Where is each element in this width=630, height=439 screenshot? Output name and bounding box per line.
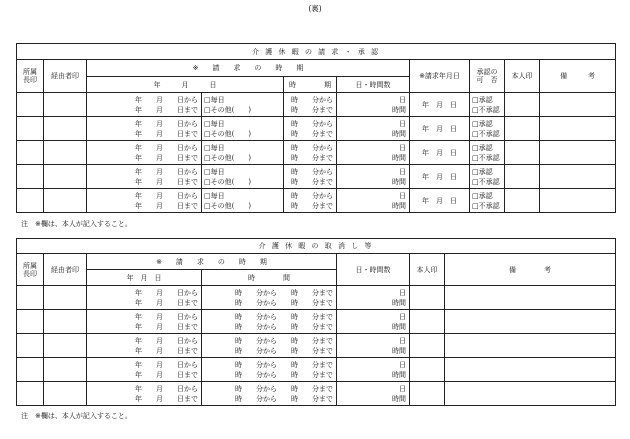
date-to: 年 月 日まで xyxy=(135,153,198,162)
time-range-cell[interactable] xyxy=(284,141,337,165)
approval-cell[interactable] xyxy=(470,141,505,165)
cancel-time-column-header: 時 間 xyxy=(202,270,337,286)
other-checkbox[interactable]: □その他( ) xyxy=(204,105,252,114)
remarks-cell[interactable] xyxy=(540,93,616,117)
hours-value: 時間 xyxy=(392,105,406,114)
cancel-time-second: 時 分から 時 分まで xyxy=(235,370,333,379)
days-value: 日 xyxy=(399,167,406,176)
time-to: 時 分まで xyxy=(291,129,333,138)
cancel-via-seal-cell[interactable] xyxy=(44,382,87,406)
time-range-cell[interactable] xyxy=(284,165,337,189)
cancel-date-range-cell[interactable] xyxy=(87,310,202,334)
date-range-cell[interactable] xyxy=(87,141,202,165)
approval-header: 承認の 可 否 xyxy=(470,60,505,93)
cancel-time-range-cell[interactable] xyxy=(202,382,337,406)
other-checkbox[interactable]: □その他( ) xyxy=(204,177,252,186)
frequency-cell[interactable] xyxy=(202,117,284,141)
other-checkbox[interactable]: □その他( ) xyxy=(204,201,252,210)
hours-value: 時間 xyxy=(392,129,406,138)
request-date-cell[interactable]: 年 月 日 xyxy=(410,117,470,141)
request-note: 注 ※欄は、本人が記入すること。 xyxy=(21,220,132,228)
request-row xyxy=(17,189,616,213)
via-seal-cell[interactable] xyxy=(44,141,87,165)
date-from: 年 月 日から xyxy=(135,191,198,200)
page-label: (裏) xyxy=(308,4,322,13)
cancel-via-seal-cell[interactable] xyxy=(44,334,87,358)
cancel-days-value: 日 xyxy=(399,336,406,345)
frequency-cell[interactable] xyxy=(202,141,284,165)
dept-head-seal-cell[interactable] xyxy=(17,189,44,213)
date-from: 年 月 日から xyxy=(135,119,198,128)
time-from: 時 分から xyxy=(291,95,333,104)
cancel-days-hours-header: 日・時間数 xyxy=(337,254,410,286)
date-to: 年 月 日まで xyxy=(135,129,198,138)
via-seal-header: 経由者印 xyxy=(44,60,87,93)
cancel-date-from: 年 月 日から xyxy=(135,288,198,297)
cancel-remarks-cell[interactable] xyxy=(445,286,616,310)
cancel-time-range-cell[interactable] xyxy=(202,286,337,310)
remarks-cell[interactable] xyxy=(540,189,616,213)
time-range-cell[interactable] xyxy=(284,93,337,117)
days-hours-cell[interactable] xyxy=(337,141,410,165)
cancel-dept-head-seal-cell[interactable] xyxy=(17,358,44,382)
days-hours-cell[interactable] xyxy=(337,165,410,189)
date-range-cell[interactable] xyxy=(87,165,202,189)
cancel-date-range-cell[interactable] xyxy=(87,358,202,382)
days-value: 日 xyxy=(399,191,406,200)
cancel-days-hours-cell[interactable] xyxy=(337,358,410,382)
cancel-self-seal-cell[interactable] xyxy=(410,358,445,382)
cancel-table-title: 介 護 休 暇 の 取 消 し 等 xyxy=(17,239,616,254)
cancel-time-range-cell[interactable] xyxy=(202,310,337,334)
date-to: 年 月 日まで xyxy=(135,105,198,114)
cancel-time-range-cell[interactable] xyxy=(202,334,337,358)
time-to: 時 分まで xyxy=(291,177,333,186)
cancel-hours-value: 時間 xyxy=(392,298,406,307)
cancel-days-hours-cell[interactable] xyxy=(337,310,410,334)
frequency-cell[interactable] xyxy=(202,189,284,213)
cancel-period-header: ※ 請 求 の 時 期 xyxy=(87,254,337,270)
days-hours-cell[interactable] xyxy=(337,93,410,117)
hours-value: 時間 xyxy=(392,153,406,162)
cancel-time-first: 時 分から 時 分まで xyxy=(235,384,333,393)
cancel-date-from: 年 月 日から xyxy=(135,384,198,393)
request-row xyxy=(17,93,616,117)
days-value: 日 xyxy=(399,95,406,104)
cancel-remarks-cell[interactable] xyxy=(445,382,616,406)
cancel-date-from: 年 月 日から xyxy=(135,360,198,369)
cancel-remarks-cell[interactable] xyxy=(445,334,616,358)
daily-checkbox[interactable]: □毎日 xyxy=(204,95,225,104)
cancel-remarks-header: 備 考 xyxy=(445,254,616,286)
cancel-date-to: 年 月 日まで xyxy=(135,346,198,355)
cancel-date-range-cell[interactable] xyxy=(87,286,202,310)
date-range-cell[interactable] xyxy=(87,93,202,117)
time-from: 時 分から xyxy=(291,191,333,200)
leave-cancel-table xyxy=(16,238,616,406)
date-to: 年 月 日まで xyxy=(135,201,198,210)
cancel-via-seal-cell[interactable] xyxy=(44,358,87,382)
cancel-via-seal-cell[interactable] xyxy=(44,310,87,334)
request-period-header: ※ 請 求 の 時 期 xyxy=(87,60,410,77)
cancel-time-range-cell[interactable] xyxy=(202,358,337,382)
cancel-time-second: 時 分から 時 分まで xyxy=(235,298,333,307)
request-date-cell[interactable]: 年 月 日 xyxy=(410,93,470,117)
self-seal-cell[interactable] xyxy=(505,117,540,141)
approve-checkbox[interactable]: □承認 xyxy=(472,191,493,200)
cancel-self-seal-cell[interactable] xyxy=(410,382,445,406)
cancel-date-to: 年 月 日まで xyxy=(135,298,198,307)
approval-cell[interactable] xyxy=(470,189,505,213)
cancel-days-hours-cell[interactable] xyxy=(337,334,410,358)
approve-checkbox[interactable]: □承認 xyxy=(472,119,493,128)
cancel-days-value: 日 xyxy=(399,384,406,393)
cancel-row xyxy=(17,358,616,382)
dept-head-seal-cell[interactable] xyxy=(17,165,44,189)
cancel-days-value: 日 xyxy=(399,312,406,321)
via-seal-cell[interactable] xyxy=(44,93,87,117)
daily-checkbox[interactable]: □毎日 xyxy=(204,167,225,176)
cancel-date-range-cell[interactable] xyxy=(87,382,202,406)
date-range-cell[interactable] xyxy=(87,189,202,213)
time-range-cell[interactable] xyxy=(284,189,337,213)
cancel-self-seal-cell[interactable] xyxy=(410,310,445,334)
cancel-row xyxy=(17,382,616,406)
days-value: 日 xyxy=(399,143,406,152)
dept-head-seal-cell[interactable] xyxy=(17,117,44,141)
request-row xyxy=(17,165,616,189)
time-to: 時 分まで xyxy=(291,201,333,210)
dept-head-seal-cell[interactable] xyxy=(17,141,44,165)
cancel-dept-head-seal-cell[interactable] xyxy=(17,334,44,358)
cancel-date-column-header: 年 月 日 xyxy=(87,270,202,286)
cancel-date-from: 年 月 日から xyxy=(135,336,198,345)
request-table-title: 介 護 休 暇 の 請 求 ・ 承 認 xyxy=(17,44,616,60)
approve-checkbox[interactable]: □承認 xyxy=(472,95,493,104)
days-hours-cell[interactable] xyxy=(337,189,410,213)
dept-head-seal-cell[interactable] xyxy=(17,93,44,117)
cancel-row xyxy=(17,286,616,310)
cancel-dept-head-seal-header: 所属 長印 xyxy=(17,254,44,286)
days-hours-column-header: 日・時間数 xyxy=(337,77,410,93)
cancel-dept-head-seal-cell[interactable] xyxy=(17,310,44,334)
date-from: 年 月 日から xyxy=(135,95,198,104)
cancel-date-to: 年 月 日まで xyxy=(135,394,198,403)
daily-checkbox[interactable]: □毎日 xyxy=(204,191,225,200)
cancel-row xyxy=(17,334,616,358)
date-range-cell[interactable] xyxy=(87,117,202,141)
request-date-cell[interactable]: 年 月 日 xyxy=(410,141,470,165)
other-checkbox[interactable]: □その他( ) xyxy=(204,129,252,138)
via-seal-cell[interactable] xyxy=(44,117,87,141)
via-seal-cell[interactable] xyxy=(44,189,87,213)
reject-checkbox[interactable]: □不承認 xyxy=(472,153,500,162)
self-seal-cell[interactable] xyxy=(505,93,540,117)
cancel-row xyxy=(17,310,616,334)
cancel-via-seal-header: 経由者印 xyxy=(44,254,87,286)
reject-checkbox[interactable]: □不承認 xyxy=(472,201,500,210)
date-column-header: 年 月 日 xyxy=(87,77,284,93)
approve-checkbox[interactable]: □承認 xyxy=(472,167,493,176)
cancel-hours-value: 時間 xyxy=(392,394,406,403)
other-checkbox[interactable]: □その他( ) xyxy=(204,153,252,162)
time-from: 時 分から xyxy=(291,143,333,152)
cancel-self-seal-cell[interactable] xyxy=(410,334,445,358)
cancel-via-seal-cell[interactable] xyxy=(44,286,87,310)
hours-value: 時間 xyxy=(392,201,406,210)
cancel-time-first: 時 分から 時 分まで xyxy=(235,312,333,321)
self-seal-cell[interactable] xyxy=(505,189,540,213)
reject-checkbox[interactable]: □不承認 xyxy=(472,129,500,138)
cancel-remarks-cell[interactable] xyxy=(445,358,616,382)
days-hours-cell[interactable] xyxy=(337,117,410,141)
cancel-time-second: 時 分から 時 分まで xyxy=(235,346,333,355)
request-row xyxy=(17,117,616,141)
remarks-header: 備 考 xyxy=(540,60,616,93)
cancel-date-from: 年 月 日から xyxy=(135,312,198,321)
approve-checkbox[interactable]: □承認 xyxy=(472,143,493,152)
request-date-header: ※請求年月日 xyxy=(410,60,470,93)
time-to: 時 分まで xyxy=(291,105,333,114)
frequency-cell[interactable] xyxy=(202,93,284,117)
remarks-cell[interactable] xyxy=(540,165,616,189)
cancel-hours-value: 時間 xyxy=(392,370,406,379)
request-date-cell[interactable]: 年 月 日 xyxy=(410,189,470,213)
cancel-time-first: 時 分から 時 分まで xyxy=(235,360,333,369)
dept-head-seal-header: 所属 長印 xyxy=(17,60,44,93)
time-from: 時 分から xyxy=(291,167,333,176)
cancel-days-value: 日 xyxy=(399,360,406,369)
time-column-header: 時 期 xyxy=(284,77,337,93)
cancel-days-hours-cell[interactable] xyxy=(337,382,410,406)
cancel-time-first: 時 分から 時 分まで xyxy=(235,288,333,297)
cancel-time-second: 時 分から 時 分まで xyxy=(235,322,333,331)
cancel-remarks-cell[interactable] xyxy=(445,310,616,334)
cancel-hours-value: 時間 xyxy=(392,322,406,331)
cancel-note: 注 ※欄は、本人が記入すること。 xyxy=(21,412,132,420)
hours-value: 時間 xyxy=(392,177,406,186)
daily-checkbox[interactable]: □毎日 xyxy=(204,143,225,152)
request-date-cell[interactable]: 年 月 日 xyxy=(410,165,470,189)
date-to: 年 月 日まで xyxy=(135,177,198,186)
leave-request-table xyxy=(16,43,616,213)
cancel-date-to: 年 月 日まで xyxy=(135,370,198,379)
remarks-cell[interactable] xyxy=(540,117,616,141)
approval-cell[interactable] xyxy=(470,117,505,141)
cancel-time-first: 時 分から 時 分まで xyxy=(235,336,333,345)
approval-cell[interactable] xyxy=(470,93,505,117)
date-from: 年 月 日から xyxy=(135,167,198,176)
request-row xyxy=(17,141,616,165)
remarks-cell[interactable] xyxy=(540,141,616,165)
time-to: 時 分まで xyxy=(291,153,333,162)
cancel-time-second: 時 分から 時 分まで xyxy=(235,394,333,403)
cancel-dept-head-seal-cell[interactable] xyxy=(17,382,44,406)
time-range-cell[interactable] xyxy=(284,117,337,141)
self-seal-header: 本人印 xyxy=(505,60,540,93)
cancel-date-to: 年 月 日まで xyxy=(135,322,198,331)
date-from: 年 月 日から xyxy=(135,143,198,152)
reject-checkbox[interactable]: □不承認 xyxy=(472,177,500,186)
cancel-days-hours-cell[interactable] xyxy=(337,286,410,310)
self-seal-cell[interactable] xyxy=(505,141,540,165)
via-seal-cell[interactable] xyxy=(44,165,87,189)
reject-checkbox[interactable]: □不承認 xyxy=(472,105,500,114)
cancel-self-seal-header: 本人印 xyxy=(410,254,445,286)
cancel-days-value: 日 xyxy=(399,288,406,297)
cancel-hours-value: 時間 xyxy=(392,346,406,355)
time-from: 時 分から xyxy=(291,119,333,128)
cancel-date-range-cell[interactable] xyxy=(87,334,202,358)
daily-checkbox[interactable]: □毎日 xyxy=(204,119,225,128)
cancel-self-seal-cell[interactable] xyxy=(410,286,445,310)
approval-cell[interactable] xyxy=(470,165,505,189)
cancel-dept-head-seal-cell[interactable] xyxy=(17,286,44,310)
self-seal-cell[interactable] xyxy=(505,165,540,189)
days-value: 日 xyxy=(399,119,406,128)
frequency-cell[interactable] xyxy=(202,165,284,189)
